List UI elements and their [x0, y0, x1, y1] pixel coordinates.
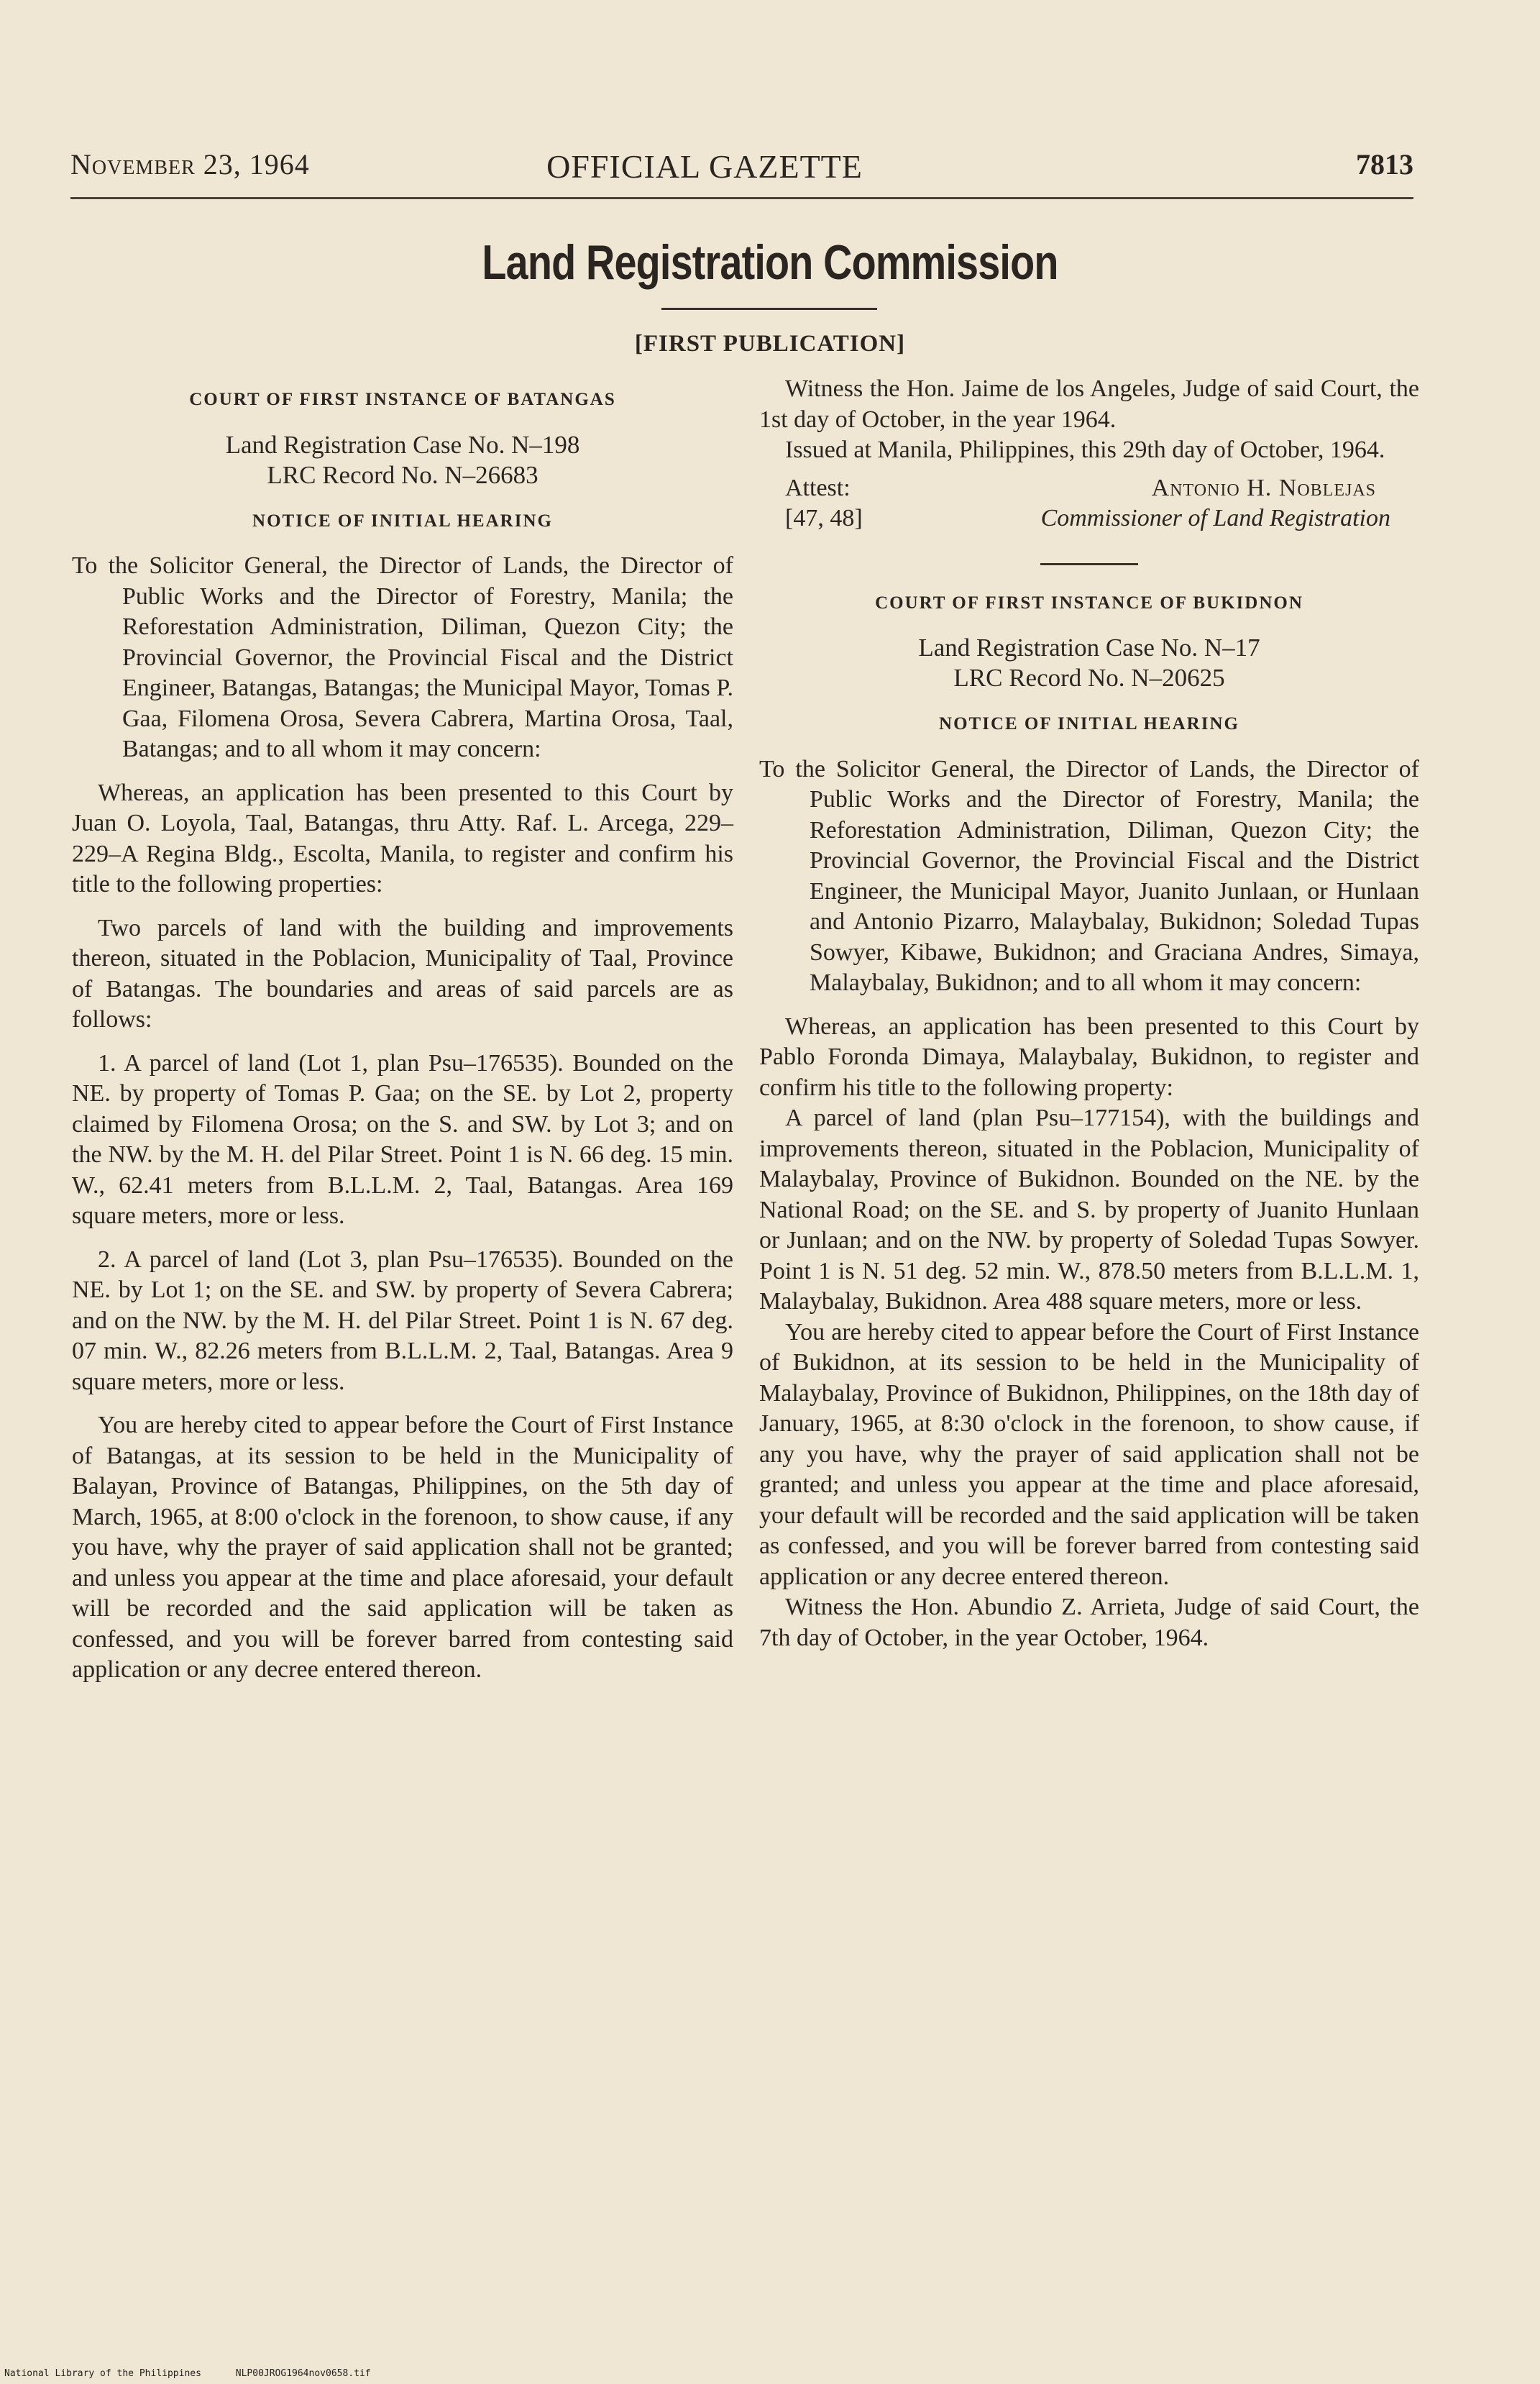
notice2-addressees: To the Solicitor General, the Director of Lands, the Director of Public Works and the Director of Forestry, Manila; the Reforestation Administration, Diliman, Quezon City; the Provincial Governor, the Provincial Fiscal and the District Engineer, the Municipal Mayor, Juanito Junlaan, or Hunlaan and Antonio Pizarro, Malaybalay, Bukidnon; Soledad Tupas Sowyer, Kibawe, Bukidnon; and Graciana Andres, Simaya, Malaybalay, Bukidnon; and to all whom it may concern: [759, 755, 1419, 996]
section-title: Land Registration Commission [482, 235, 1058, 290]
notice1-parcel-2: 2. A parcel of land (Lot 3, plan Psu–176535). Bounded on the NE. by Lot 1; on the SE. and SW. by property of Severa Cabrera; and on the NW. by the M. H. del Pilar Street. Point 1 is N. 67 deg. 07 min. W., 82.26 meters from B.L.L.M. 2, Taal, Batangas. Area 9 square meters, more or less. [72, 1246, 733, 1395]
notice1-parcel-1: 1. A parcel of land (Lot 1, plan Psu–176535). Bounded on the NE. by property of Tomas P. Gaa; on the SE. by Lot 2, property claimed by Filomena Orosa; on the S. and SW. by Lot 3; and on the NW. by the M. H. del Pilar Street. Point 1 is N. 66 deg. 15 min. W., 62.41 meters from B.L.L.M. 2, Taal, Batangas. Area 169 square meters, more or less. [72, 1049, 733, 1229]
notice1-court: COURT OF FIRST INSTANCE OF BATANGAS [189, 390, 616, 409]
header-rule [70, 197, 1413, 199]
notice1-case-no: Land Registration Case No. N–198 [225, 430, 580, 459]
notice2-title: NOTICE OF INITIAL HEARING [939, 714, 1239, 734]
header-publication: OFFICIAL GAZETTE [546, 148, 863, 185]
attest-name: Antonio H. Noblejas [1151, 474, 1376, 501]
notice1-addressees: To the Solicitor General, the Director of Lands, the Director of Public Works and the Director of Forestry, Manila; the Reforestation Administration, Diliman, Quezon City; the Provincial Governor, the Provincial Fiscal and the District Engineer, Batangas, Batangas; the Municipal Mayor, Tomas P. Gaa, Filomena Orosa, Severa Cabrera, Martina Orosa, Taal, Batangas; and to all whom it may concern: [72, 552, 733, 762]
header-date: November 23, 1964 [70, 148, 310, 181]
notice2-court: COURT OF FIRST INSTANCE OF BUKIDNON [875, 593, 1303, 613]
attest-role: Commissioner of Land Registration [1040, 505, 1390, 531]
notice2-cited: You are hereby cited to appear before the Court of First Instance of Bukidnon, at its session to be held in the Municipality of Malaybalay, Province of Bukidnon, Philippines, on the 18th day of January, 1965, at 8:30 o'clock in the forenoon, to show cause, if any you have, why the prayer of said application shall not be granted; and unless you appear at the time and place aforesaid, your default will be recorded and the said application will be taken as confessed, and you will be forever barred from contesting said application or any decree entered thereon. [759, 1318, 1419, 1590]
notice1-whereas: Whereas, an application has been presented to this Court by Juan O. Loyola, Taal, Batangas, thru Atty. Raf. L. Arcega, 229–229–A Regina Bldg., Escolta, Manila, to register and confirm his title to the following properties: [72, 779, 733, 898]
footer-library: National Library of the Philippines [4, 2368, 201, 2379]
notice1-attest [759, 473, 1419, 504]
notice2-witness: Witness the Hon. Abundio Z. Arrieta, Judge of said Court, the 7th day of October, in the year October, 1964. [759, 1594, 1419, 1651]
notice1-witness: Witness the Hon. Jaime de los Angeles, Judge of said Court, the 1st day of October, in the year 1964. [759, 375, 1419, 433]
notice2-parcel: A parcel of land (plan Psu–177154), with the buildings and improvements thereon, situated in the Poblacion, Municipality of Malaybalay, Province of Bukidnon. Bounded on the NE. by the National Road; on the SE. and S. by property of Juanito Hunlaan or Junlaan; and on the NW. by property of Soledad Tupas Sowyer. Point 1 is N. 51 deg. 52 min. W., 878.50 meters from B.L.L.M. 1, Malaybalay, Bukidnon. Area 488 square meters, more or less. [759, 1105, 1419, 1315]
left-column [72, 385, 733, 1686]
right-column [759, 374, 1419, 1653]
footer-file: NLP00JROG1964nov0658.tif [235, 2368, 371, 2379]
notice2-case-no: Land Registration Case No. N–17 [918, 634, 1260, 662]
notice1-record-no: LRC Record No. N–26683 [267, 460, 538, 489]
notice1-attest-role [759, 503, 1419, 534]
notice1-parcels-intro: Two parcels of land with the building and improvements thereon, situated in the Poblacion, Municipality of Taal, Province of Batangas. The boundaries and areas of said parcels are as follows: [72, 914, 733, 1033]
publication-note: [FIRST PUBLICATION] [634, 331, 906, 357]
title-underline [661, 308, 877, 310]
notice1-cited: You are hereby cited to appear before the Court of First Instance of Batangas, at its session to be held in the Municipality of Balayan, Province of Batangas, Philippines, on the 5th day of March, 1965, at 8:00 o'clock in the forenoon, to show cause, if any you have, why the prayer of said application shall not be granted; and unless you appear at the time and place aforesaid, your default will be recorded and the said application will be taken as confessed, and you will be forever barred from contesting said application or any decree entered thereon. [72, 1412, 733, 1683]
attest-label: Attest: [785, 474, 851, 501]
notice2-record-no: LRC Record No. N–20625 [953, 664, 1225, 692]
header-page-number: 7813 [1356, 148, 1413, 181]
notice-separator [1040, 563, 1138, 565]
notice2-whereas: Whereas, an application has been presented to this Court by Pablo Foronda Dimaya, Malaybalay, Bukidnon, to register and confirm his title to the following property: [759, 1013, 1419, 1101]
issue-reference: [47, 48] [785, 505, 863, 531]
notice1-title: NOTICE OF INITIAL HEARING [252, 511, 553, 531]
scan-footer [4, 2368, 400, 2379]
notice1-issued: Issued at Manila, Philippines, this 29th day of October, 1964. [785, 437, 1385, 463]
